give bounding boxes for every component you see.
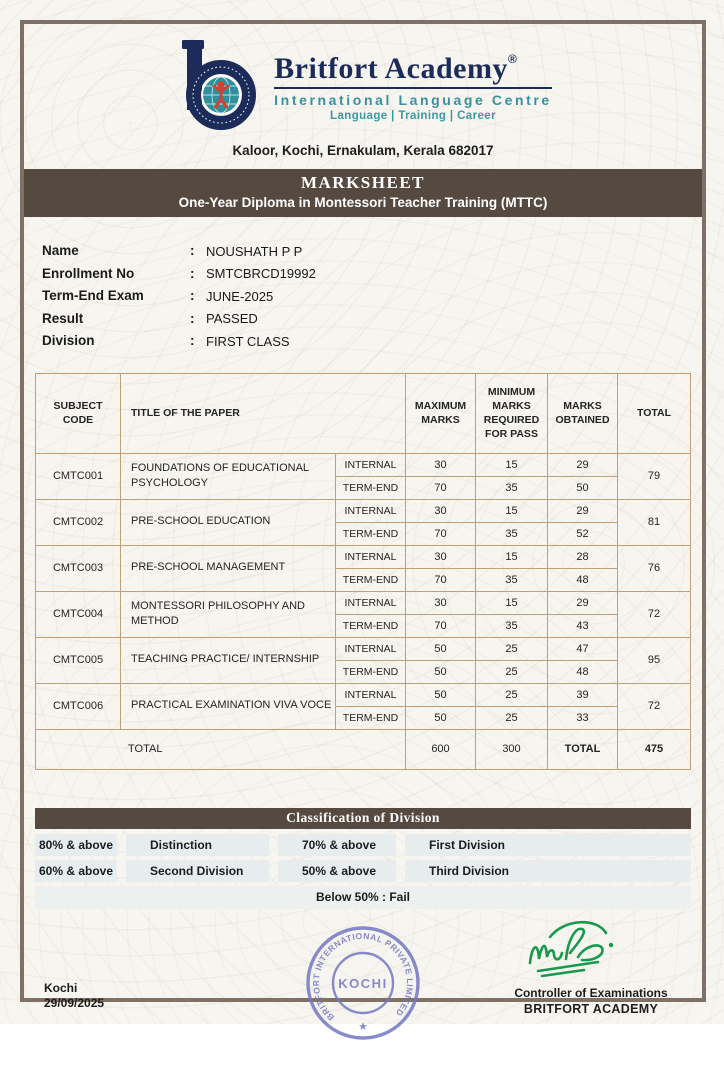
min-marks-cell: 15 xyxy=(476,545,548,568)
brand-tagline: Language | Training | Career xyxy=(330,110,496,122)
classification-division: Third Division xyxy=(405,860,691,882)
table-row xyxy=(36,637,691,660)
header-subject-code: SUBJECT CODE xyxy=(36,373,121,453)
marks-table-header-row xyxy=(36,373,691,453)
classification-grid xyxy=(35,834,691,882)
exam-type-cell: INTERNAL xyxy=(336,683,406,706)
total-obtained-label: TOTAL xyxy=(548,729,618,769)
obtained-marks-cell: 50 xyxy=(548,476,618,499)
detail-colon: : xyxy=(190,265,195,281)
max-marks-cell: 50 xyxy=(406,660,476,683)
min-marks-cell: 25 xyxy=(476,683,548,706)
table-row xyxy=(36,499,691,522)
detail-value: PASSED xyxy=(206,311,258,326)
detail-value: FIRST CLASS xyxy=(206,333,290,349)
signatory-org: BRITFORT ACADEMY xyxy=(523,1001,659,1016)
detail-value: JUNE-2025 xyxy=(206,288,274,304)
brand-name: Britfort Academy xyxy=(274,52,508,85)
total-cell: 79 xyxy=(618,453,691,499)
max-marks-cell: 30 xyxy=(406,591,476,614)
min-marks-cell: 25 xyxy=(476,706,548,729)
subject-code-cell: CMTC005 xyxy=(36,637,121,683)
total-min-marks: 300 xyxy=(476,729,548,769)
paper-title-cell: PRACTICAL EXAMINATION VIVA VOCE xyxy=(121,683,336,729)
fail-note: Below 50% : Fail xyxy=(35,886,691,909)
obtained-marks-cell: 52 xyxy=(548,522,618,545)
exam-type-cell: TERM-END xyxy=(336,706,406,729)
total-row-label: TOTAL xyxy=(36,729,406,769)
classification-title: Classification of Division xyxy=(35,808,691,829)
footer xyxy=(24,915,702,1065)
student-details xyxy=(42,243,702,349)
signature-icon xyxy=(516,915,666,979)
detail-colon: : xyxy=(190,333,195,348)
header-marks-obtained: MARKS OBTAINED xyxy=(548,373,618,453)
paper-title-cell: PRE-SCHOOL EDUCATION xyxy=(121,499,336,545)
marksheet-banner xyxy=(24,169,702,217)
academy-logo-icon xyxy=(174,38,260,135)
max-marks-cell: 30 xyxy=(406,453,476,476)
table-row xyxy=(36,683,691,706)
exam-type-cell: INTERNAL xyxy=(336,637,406,660)
paper-title-cell: MONTESSORI PHILOSOPHY AND METHOD xyxy=(121,591,336,637)
exam-type-cell: TERM-END xyxy=(336,476,406,499)
exam-type-cell: TERM-END xyxy=(336,660,406,683)
classification-section xyxy=(35,808,691,909)
exam-type-cell: INTERNAL xyxy=(336,453,406,476)
table-row xyxy=(36,591,691,614)
subject-code-cell: CMTC001 xyxy=(36,453,121,499)
signature-block xyxy=(486,915,696,1016)
min-marks-cell: 15 xyxy=(476,591,548,614)
detail-colon: : xyxy=(190,243,195,258)
subject-code-cell: CMTC003 xyxy=(36,545,121,591)
min-marks-cell: 35 xyxy=(476,614,548,637)
header-min-marks: MINIMUM MARKS REQUIRED FOR PASS xyxy=(476,373,548,453)
detail-row-exam xyxy=(42,288,702,304)
exam-type-cell: TERM-END xyxy=(336,522,406,545)
total-cell: 72 xyxy=(618,591,691,637)
classification-range: 70% & above xyxy=(278,834,396,856)
detail-label: Enrollment No xyxy=(42,265,135,281)
obtained-marks-cell: 47 xyxy=(548,637,618,660)
subject-code-cell: CMTC002 xyxy=(36,499,121,545)
min-marks-cell: 35 xyxy=(476,568,548,591)
min-marks-cell: 35 xyxy=(476,476,548,499)
detail-row-name xyxy=(42,243,702,259)
max-marks-cell: 70 xyxy=(406,568,476,591)
classification-division: Second Division xyxy=(126,860,269,882)
max-marks-cell: 70 xyxy=(406,522,476,545)
brand-subtitle: International Language Centre xyxy=(274,92,552,108)
registered-mark: ® xyxy=(507,52,517,66)
total-cell: 76 xyxy=(618,545,691,591)
stamp-center-text: KOCHI xyxy=(338,975,388,991)
issue-place: Kochi xyxy=(44,980,78,995)
detail-label: Result xyxy=(42,310,84,326)
classification-division: First Division xyxy=(405,834,691,856)
classification-range: 50% & above xyxy=(278,860,396,882)
grand-total-value: 475 xyxy=(618,729,691,769)
classification-range: 60% & above xyxy=(35,860,117,882)
grand-total-row xyxy=(36,729,691,769)
paper-title-cell: TEACHING PRACTICE/ INTERNSHIP xyxy=(121,637,336,683)
total-max-marks: 600 xyxy=(406,729,476,769)
obtained-marks-cell: 39 xyxy=(548,683,618,706)
detail-colon: : xyxy=(190,288,195,303)
detail-value: NOUSHATH P P xyxy=(206,243,303,259)
classification-division: Distinction xyxy=(126,834,269,856)
obtained-marks-cell: 43 xyxy=(548,614,618,637)
total-cell: 95 xyxy=(618,637,691,683)
detail-value: SMTCBRCD19992 xyxy=(206,266,316,281)
banner-title: MARKSHEET xyxy=(300,173,426,192)
detail-row-division xyxy=(42,333,702,349)
issue-date: 29/09/2025 xyxy=(44,996,105,1011)
paper-title-cell: FOUNDATIONS OF EDUCATIONAL PSYCHOLOGY xyxy=(121,453,336,499)
banner-subtitle: One-Year Diploma in Montessori Teacher Training (MTTC) xyxy=(178,195,548,210)
signatory-title: Controller of Examinations xyxy=(514,985,668,1000)
exam-type-cell: INTERNAL xyxy=(336,591,406,614)
min-marks-cell: 25 xyxy=(476,637,548,660)
classification-range: 80% & above xyxy=(35,834,117,856)
max-marks-cell: 30 xyxy=(406,499,476,522)
detail-colon: : xyxy=(190,310,195,326)
detail-label: Division xyxy=(42,333,95,348)
stamp-star-icon: ★ xyxy=(358,1020,368,1033)
min-marks-cell: 15 xyxy=(476,453,548,476)
obtained-marks-cell: 48 xyxy=(548,660,618,683)
detail-row-enrollment xyxy=(42,266,702,282)
obtained-marks-cell: 29 xyxy=(548,453,618,476)
obtained-marks-cell: 29 xyxy=(548,499,618,522)
exam-type-cell: INTERNAL xyxy=(336,545,406,568)
detail-label: Term-End Exam xyxy=(42,288,144,303)
total-cell: 81 xyxy=(618,499,691,545)
table-row xyxy=(36,545,691,568)
header xyxy=(24,38,702,135)
total-cell: 72 xyxy=(618,683,691,729)
max-marks-cell: 70 xyxy=(406,614,476,637)
paper-title-cell: PRE-SCHOOL MANAGEMENT xyxy=(121,545,336,591)
min-marks-cell: 35 xyxy=(476,522,548,545)
obtained-marks-cell: 48 xyxy=(548,568,618,591)
academy-address: Kaloor, Kochi, Ernakulam, Kerala 682017 xyxy=(232,143,494,158)
detail-label: Name xyxy=(42,243,79,258)
max-marks-cell: 50 xyxy=(406,683,476,706)
exam-type-cell: TERM-END xyxy=(336,614,406,637)
header-max-marks: MAXIMUM MARKS xyxy=(406,373,476,453)
max-marks-cell: 70 xyxy=(406,476,476,499)
brand-block xyxy=(274,38,552,122)
round-stamp-icon xyxy=(301,921,425,1050)
obtained-marks-cell: 33 xyxy=(548,706,618,729)
detail-row-result xyxy=(42,311,702,327)
obtained-marks-cell: 29 xyxy=(548,591,618,614)
max-marks-cell: 30 xyxy=(406,545,476,568)
table-row xyxy=(36,453,691,476)
exam-type-cell: TERM-END xyxy=(336,568,406,591)
header-total: TOTAL xyxy=(618,373,691,453)
max-marks-cell: 50 xyxy=(406,637,476,660)
subject-code-cell: CMTC004 xyxy=(36,591,121,637)
marks-table xyxy=(35,373,691,770)
stamp-ring-text: BRITFORT INTERNATIONAL PRIVATE LIMITED xyxy=(310,930,416,1023)
subject-code-cell: CMTC006 xyxy=(36,683,121,729)
exam-type-cell: INTERNAL xyxy=(336,499,406,522)
max-marks-cell: 50 xyxy=(406,706,476,729)
min-marks-cell: 15 xyxy=(476,499,548,522)
place-date xyxy=(44,981,104,1012)
header-title: TITLE OF THE PAPER xyxy=(121,373,406,453)
min-marks-cell: 25 xyxy=(476,660,548,683)
obtained-marks-cell: 28 xyxy=(548,545,618,568)
